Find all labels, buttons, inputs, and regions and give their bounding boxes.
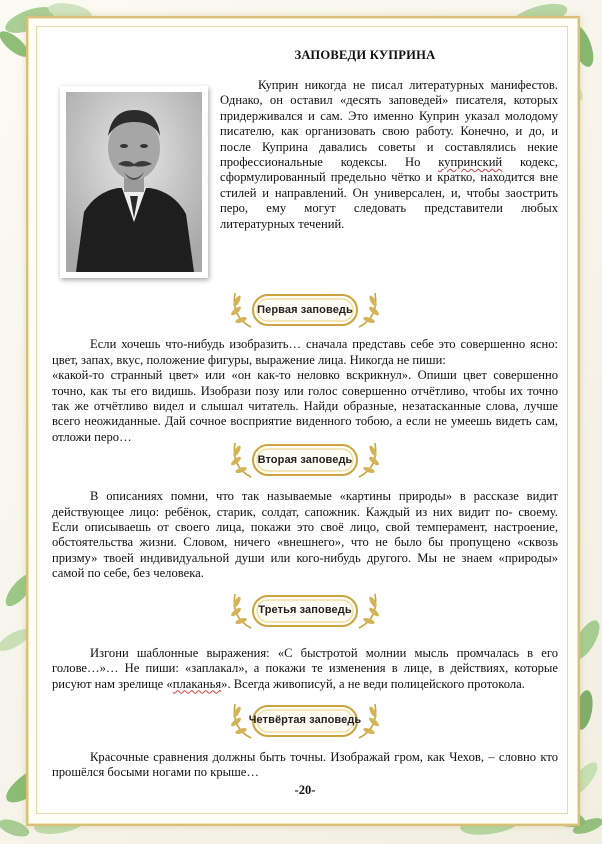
intro-paragraph [220, 78, 558, 232]
section-heading-1 [225, 287, 385, 333]
section-2-paragraph-1: В описаниях помни, что так называемые «картины природы» в рассказе видит действующее лицо: ребёнок, старик, солдат, сапожник. Каждый из них видит по- своему. Если описываешь от своего лица, покажи это своё лицо, свой темперамент, настроение, обстоятельства жизни. Словом, ничего «внешнего», что не было бы пропущено «сквозь призму» твоей индивидуальной души или кого-нибудь другого. Мы не знаем «природы» самой по себе, без человека. [52, 489, 558, 581]
intro-text-part2: кодекс, сформулированный предельно чётко и кратко, находится вне стилей и направлений. Он универсален, и, чтобы заострить перо, ему могут следовать представители любых литературных течений. [220, 155, 558, 231]
page-number: -20- [294, 782, 316, 797]
section-3-text-part2: ». Всегда живописуй, а не веди полицейского протокола. [221, 676, 525, 691]
intro-text-part1: Куприн никогда не писал литературных манифестов. Однако, он оставил «десять заповедей» писателя, которых придерживался и сам. Это именно Куприн указал молодому писателю, как организовать свою работу. Конечно, и до, и после Куприна давались советы и составлялись некие профессиональные кодексы. Но [220, 78, 558, 170]
portrait-figure-icon [66, 92, 202, 272]
section-heading-label: Вторая заповедь [257, 453, 353, 466]
section-1-paragraph-2: «какой-то странный цвет» или «он как-то неловко вскрикнул». Опиши цвет совершенно точно, как ты его видишь. Изобрази позу или голос совершенно отчётливо, чтобы их точно так же отчётливо видел и слышал читатель. Найди образные, незатасканные слова, лучше всего неожиданные. Дай сочное восприятие виденного тобою, а если не умеешь видеть сам, отложи перо… [52, 368, 558, 444]
section-heading-2 [225, 437, 385, 483]
section-3-text-part1: Изгони шаблонные выражения: «С быстротой молнии мысль промчалась в его голове…»… Не пиши: «заплакал», а покажи те изменения в лице, в действиях, которые рисуют нам зрелище « [52, 645, 558, 691]
page-title: ЗАПОВЕДИ КУПРИНА [294, 48, 436, 62]
section-3-paragraph-1 [52, 646, 558, 692]
portrait-image [66, 92, 202, 272]
section-1-paragraph-1: Если хочешь что-нибудь изобразить… сначала представь себе это совершенно ясно: цвет, запах, вкус, положение фигуры, выражение лица. Никогда не пиши: [52, 337, 558, 367]
section-heading-4 [225, 698, 385, 744]
section-4-paragraph-1: Красочные сравнения должны быть точны. Изображай гром, как Чехов, – словно кто прошёлся босыми ногами по крыше… [52, 749, 558, 780]
section-heading-label: Четвёртая заповедь [248, 714, 362, 727]
document-body [52, 44, 558, 798]
portrait-photo [60, 86, 208, 278]
section-heading-label: Третья заповедь [258, 603, 352, 616]
section-heading-label: Первая заповедь [257, 303, 353, 316]
section-heading-3 [225, 588, 385, 634]
spellcheck-word: плаканья [172, 676, 222, 691]
spellcheck-word: купринский [438, 155, 503, 170]
